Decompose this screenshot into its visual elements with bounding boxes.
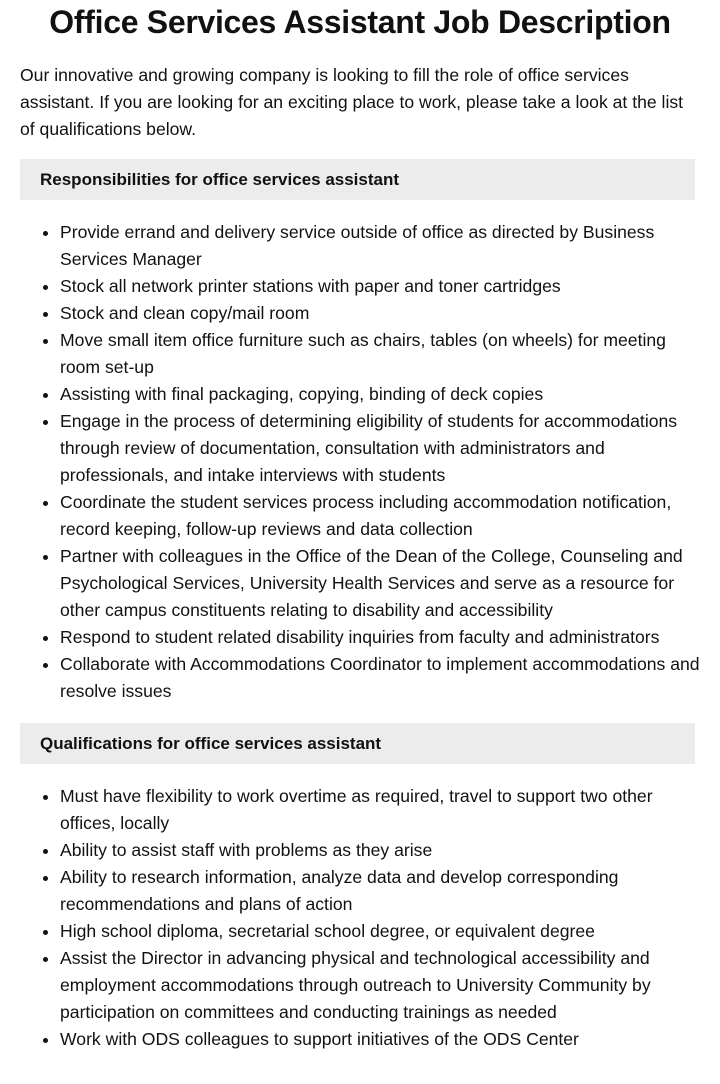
- list-item: • Assist the Director in advancing physical and technological accessibility and employment accommodations through outreach to University Community by participation on committees and conducting trainings as needed: [60, 945, 700, 1026]
- list-item: • High school diploma, secretarial school degree, or equivalent degree: [60, 918, 700, 945]
- list-item: • Partner with colleagues in the Office of the Dean of the College, Counseling and Psychological Services, University Health Services and serve as a resource for other campus constituents relating to disability and accessibility: [60, 543, 700, 624]
- qualifications-heading: Qualifications for office services assistant: [20, 723, 695, 764]
- list-item: • Engage in the process of determining eligibility of students for accommodations through review of documentation, consultation with administrators and professionals, and intake interviews with students: [60, 408, 700, 489]
- qualifications-list: [20, 783, 700, 1053]
- page-title: Office Services Assistant Job Description: [49, 4, 671, 40]
- list-item: • Stock all network printer stations with paper and toner cartridges: [60, 273, 700, 300]
- list-item: • Respond to student related disability inquiries from faculty and administrators: [60, 624, 700, 651]
- list-item: • Must have flexibility to work overtime as required, travel to support two other offices, locally: [60, 783, 700, 837]
- responsibilities-list: [20, 219, 700, 705]
- list-item: • Ability to assist staff with problems as they arise: [60, 837, 700, 864]
- list-item: • Collaborate with Accommodations Coordinator to implement accommodations and resolve issues: [60, 651, 700, 705]
- list-item: • Work with ODS colleagues to support initiatives of the ODS Center: [60, 1026, 700, 1053]
- list-item: • Assisting with final packaging, copying, binding of deck copies: [60, 381, 700, 408]
- list-item: • Provide errand and delivery service outside of office as directed by Business Services Manager: [60, 219, 700, 273]
- intro-paragraph: Our innovative and growing company is looking to fill the role of office services assistant. If you are looking for an exciting place to work, please take a look at the list of qualifications below.: [20, 65, 684, 139]
- list-item: • Ability to research information, analyze data and develop corresponding recommendations and plans of action: [60, 864, 700, 918]
- responsibilities-heading: Responsibilities for office services assistant: [20, 159, 695, 200]
- list-item: • Stock and clean copy/mail room: [60, 300, 700, 327]
- list-item: • Move small item office furniture such as chairs, tables (on wheels) for meeting room set-up: [60, 327, 700, 381]
- list-item: • Coordinate the student services process including accommodation notification, record keeping, follow-up reviews and data collection: [60, 489, 700, 543]
